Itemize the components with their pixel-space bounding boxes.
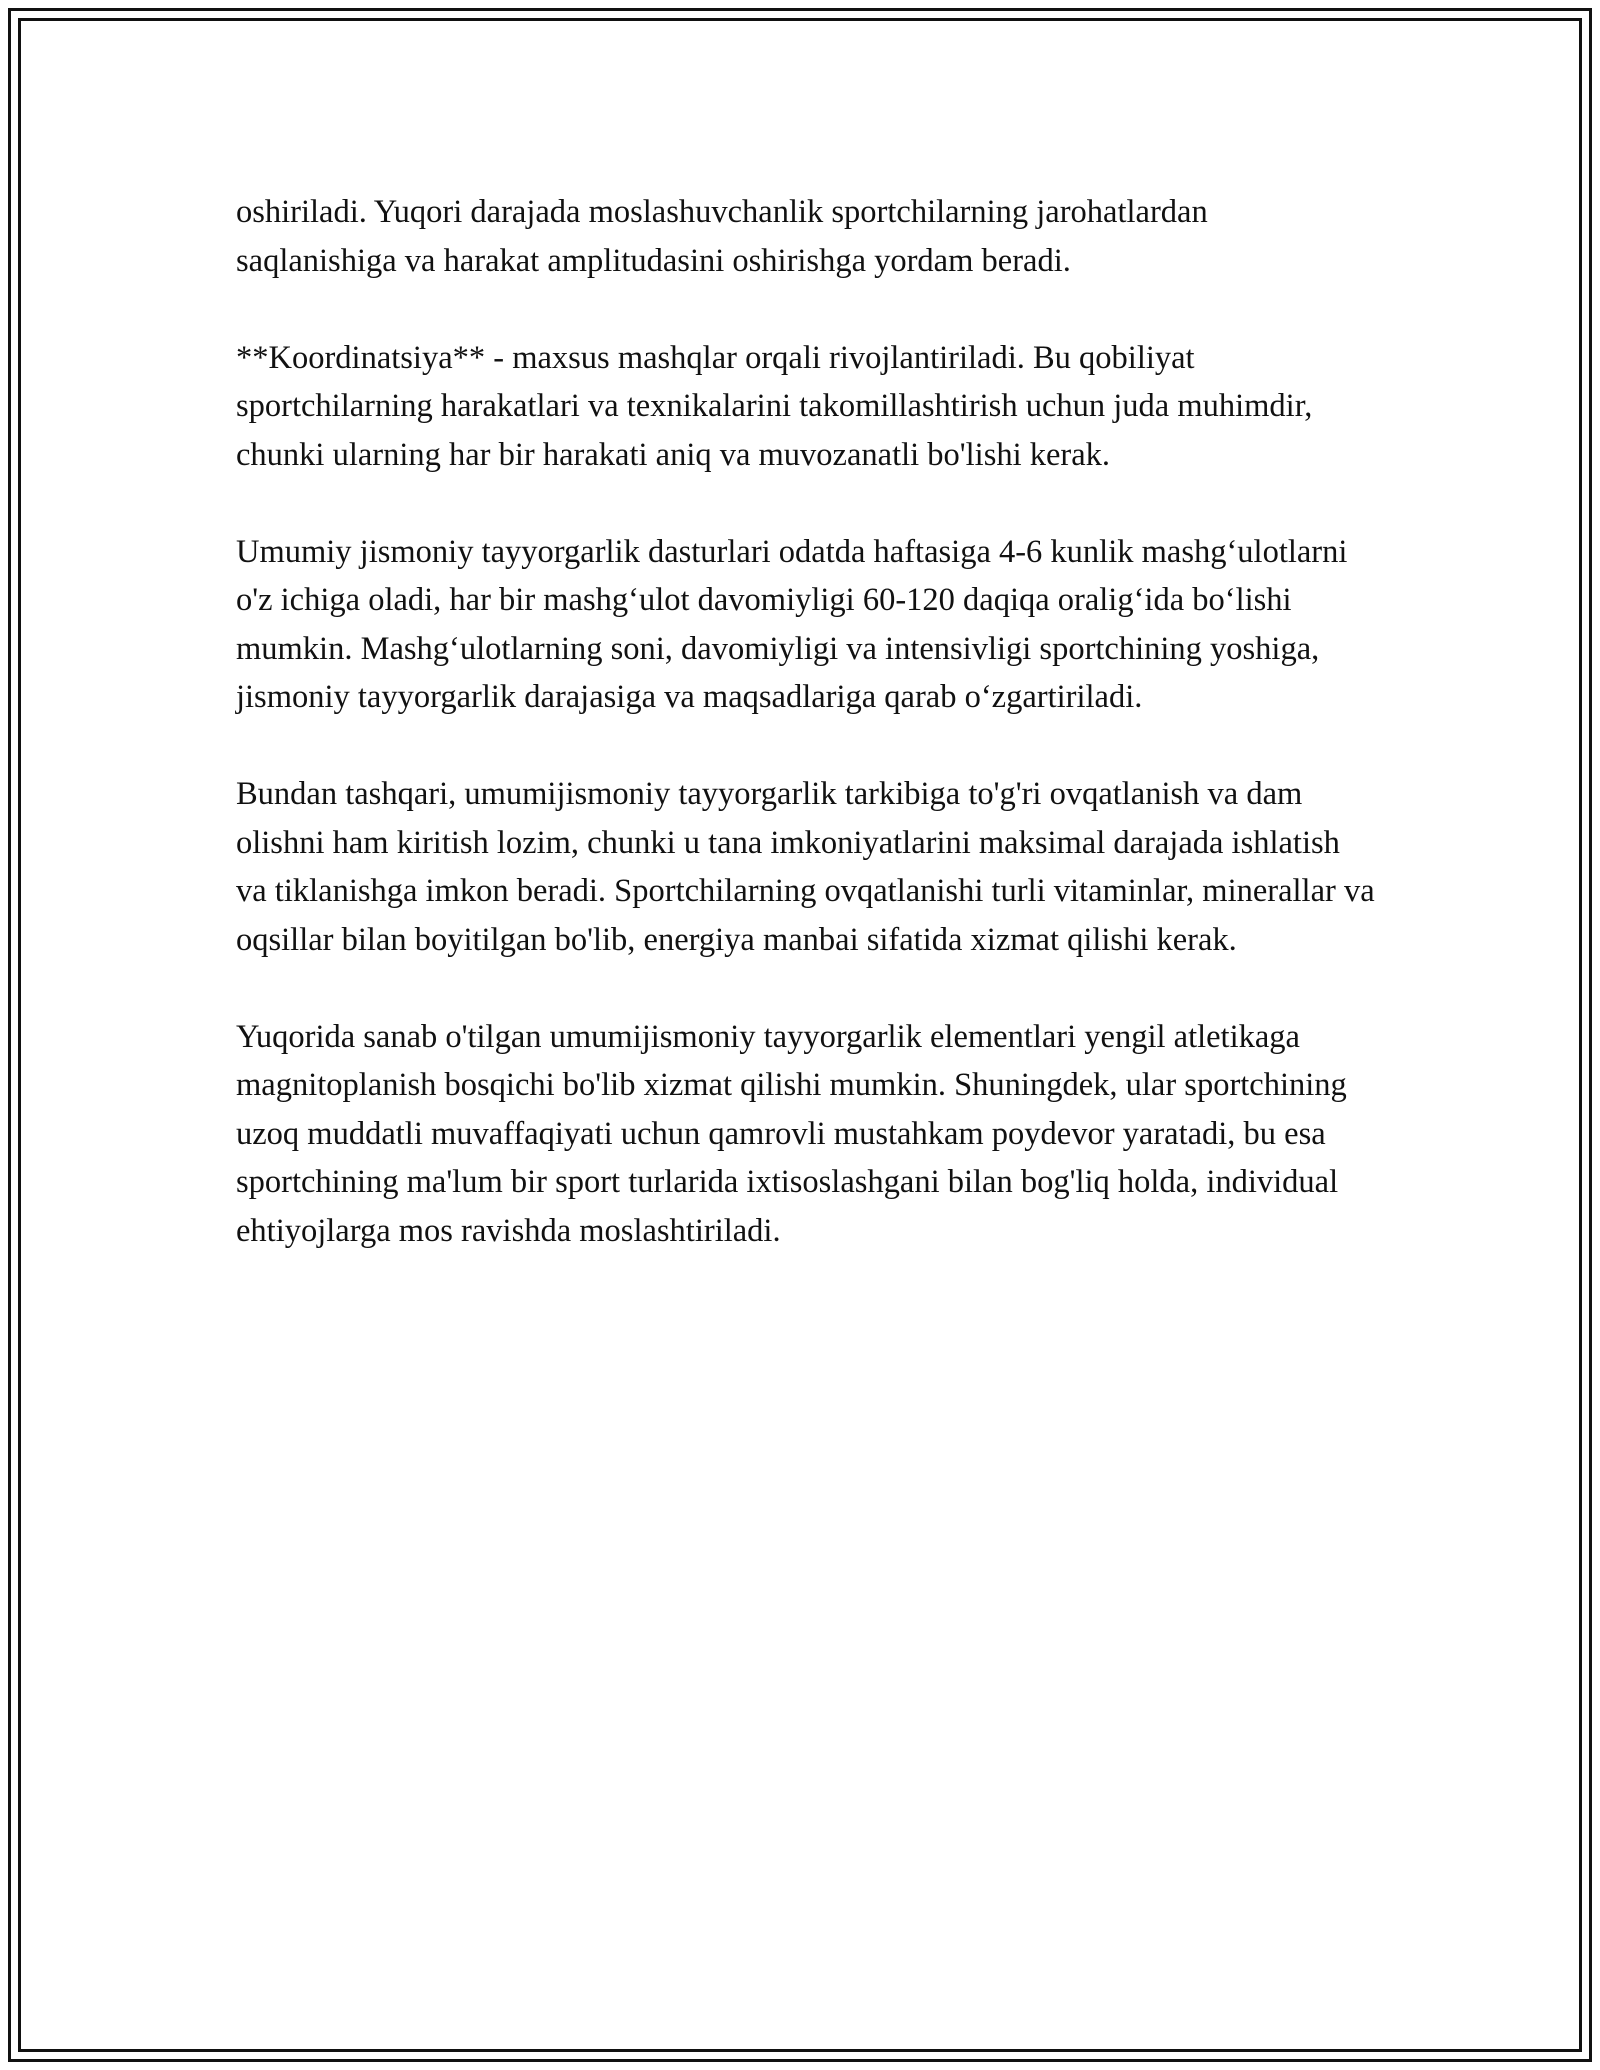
paragraph-conclusion: Yuqorida sanab o'tilgan umumijismoniy tayyorgarlik elementlari yengil atletikaga magnitoplanish bosqichi bo'lib xizmat qilishi mumkin. Shuningdek, ular sportchining uzoq muddatli muvaffaqiyati uchun qamrovli mustahkam poydevor yaratadi, bu esa sportchining ma'lum bir sport turlarida ixtisoslashgani bilan bog'liq holda, individual ehtiyojlarga mos ravishda moslashtiriladi. — [236, 1018, 1347, 1249]
paragraph-nutrition-rest: Bundan tashqari, umumijismoniy tayyorgarlik tarkibiga to'g'ri ovqatlanish va dam olishni ham kiritish lozim, chunki u tana imkoniyatlarini maksimal darajada ishlatish va tiklanishga imkon beradi. Sportchilarning ovqatlanishi turli vitaminlar, minerallar va oqsillar bilan boyitilgan bo'lib, energiya manbai sifatida xizmat qilishi kerak. — [236, 776, 1375, 958]
paragraph-flexibility-continuation: oshiriladi. Yuqori darajada moslashuvchanlik sportchilarning jarohatlardan saqlanishiga va harakat amplitudasini oshirishga yordam beradi. — [236, 194, 1208, 279]
paragraph-coordination: **Koordinatsiya** - maxsus mashqlar orqali rivojlantiriladi. Bu qobiliyat sportchilarning harakatlari va texnikalarini takomillashtirish uchun juda muhimdir, chunki ularning har bir harakati aniq va muvozanatli bo'lishi kerak. — [236, 339, 1313, 473]
paragraph-training-programs: Umumiy jismoniy tayyorgarlik dasturlari odatda haftasiga 4-6 kunlik mashg‘ulotlarni o'z ichiga oladi, har bir mashg‘ulot davomiyligi 60-120 daqiqa oralig‘ida bo‘lishi mumkin. Mashg‘ulotlarning soni, davomiyligi va intensivligi sportchining yoshiga, jismoniy tayyorgarlik darajasiga va maqsadlariga qarab o‘zgartiriladi. — [236, 533, 1348, 715]
document-body — [236, 188, 1376, 1304]
